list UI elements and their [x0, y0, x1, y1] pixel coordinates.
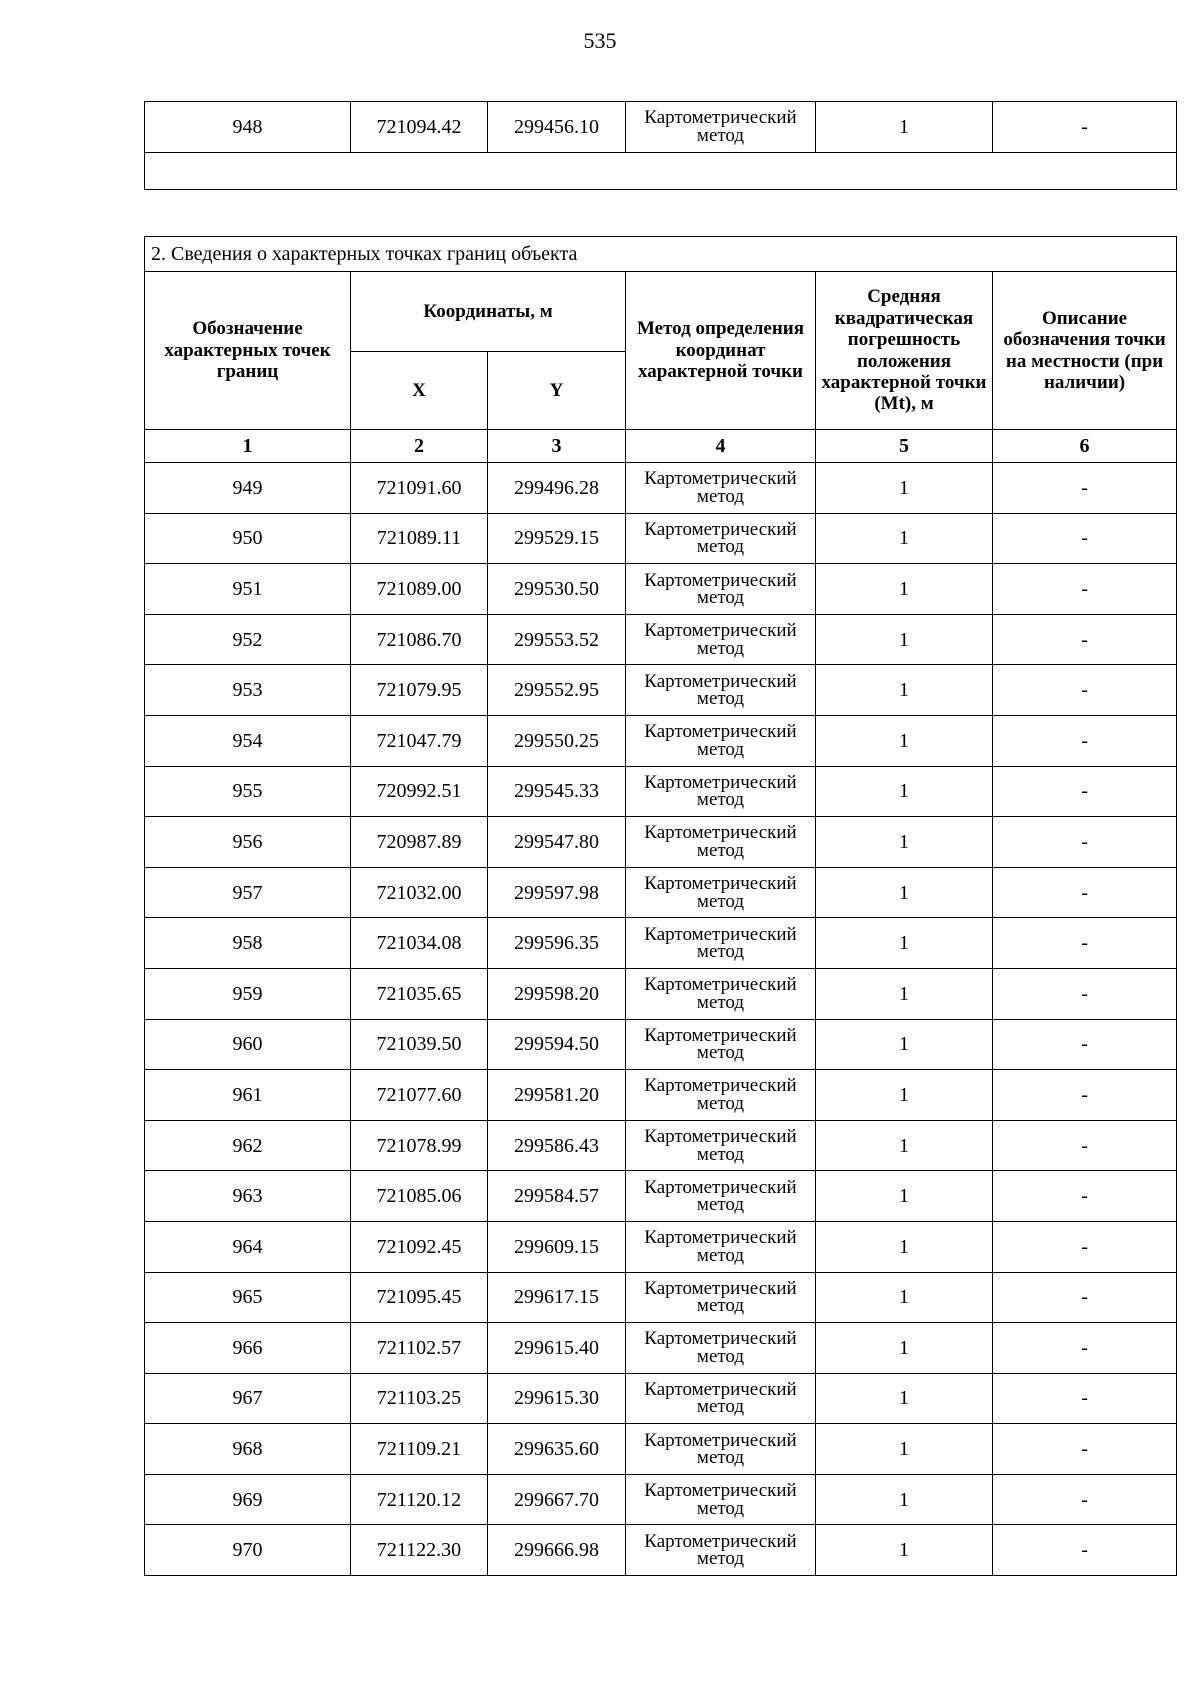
table-row	[145, 867, 1177, 918]
x-cell: 721079.95	[351, 665, 488, 716]
x-cell: 721122.30	[351, 1525, 488, 1576]
x-cell: 721035.65	[351, 968, 488, 1019]
desc-cell: -	[993, 1525, 1177, 1576]
section-title: 2. Сведения о характерных точках границ объекта	[145, 237, 1177, 272]
x-cell: 721078.99	[351, 1120, 488, 1171]
table-row	[145, 918, 1177, 969]
table-row	[145, 715, 1177, 766]
x-cell: 721120.12	[351, 1474, 488, 1525]
method-cell: Картометрический метод	[626, 1019, 816, 1070]
y-cell: 299609.15	[488, 1221, 626, 1272]
y-cell: 299617.15	[488, 1272, 626, 1323]
mt-cell: 1	[816, 614, 993, 665]
mt-cell: 1	[816, 867, 993, 918]
mt-cell: 1	[816, 918, 993, 969]
table-row	[145, 614, 1177, 665]
mt-cell: 1	[816, 1424, 993, 1475]
mt-cell: 1	[816, 665, 993, 716]
empty-row	[145, 152, 1177, 189]
x-cell: 721089.00	[351, 564, 488, 615]
y-cell: 299581.20	[488, 1070, 626, 1121]
desc-cell: -	[993, 766, 1177, 817]
method-cell: Картометрический метод	[626, 1070, 816, 1121]
table-row	[145, 1019, 1177, 1070]
method-cell: Картометрический метод	[626, 1221, 816, 1272]
mt-cell: 1	[816, 817, 993, 868]
mt-cell: 1	[816, 102, 993, 153]
table-row	[145, 1120, 1177, 1171]
y-cell: 299597.98	[488, 867, 626, 918]
mt-cell: 1	[816, 1171, 993, 1222]
mt-cell: 1	[816, 463, 993, 514]
method-cell: Картометрический метод	[626, 102, 816, 153]
method-cell: Картометрический метод	[626, 1474, 816, 1525]
table-row	[145, 665, 1177, 716]
desc-cell: -	[993, 614, 1177, 665]
mt-cell: 1	[816, 1019, 993, 1070]
y-cell: 299635.60	[488, 1424, 626, 1475]
x-cell: 720987.89	[351, 817, 488, 868]
point-cell: 952	[145, 614, 351, 665]
x-cell: 721094.42	[351, 102, 488, 153]
desc-cell: -	[993, 1070, 1177, 1121]
point-cell: 957	[145, 867, 351, 918]
x-cell: 721102.57	[351, 1323, 488, 1374]
table-row	[145, 102, 1177, 153]
method-cell: Картометрический метод	[626, 1120, 816, 1171]
x-cell: 721091.60	[351, 463, 488, 514]
desc-cell: -	[993, 1272, 1177, 1323]
mt-cell: 1	[816, 1070, 993, 1121]
mt-cell: 1	[816, 1221, 993, 1272]
table-row	[145, 817, 1177, 868]
x-cell: 721039.50	[351, 1019, 488, 1070]
method-cell: Картометрический метод	[626, 1171, 816, 1222]
y-cell: 299594.50	[488, 1019, 626, 1070]
header-x: X	[351, 352, 488, 430]
desc-cell: -	[993, 867, 1177, 918]
table-row	[145, 1070, 1177, 1121]
point-cell: 951	[145, 564, 351, 615]
column-number: 2	[351, 430, 488, 463]
y-cell: 299586.43	[488, 1120, 626, 1171]
desc-cell: -	[993, 463, 1177, 514]
table-row	[145, 1171, 1177, 1222]
column-number: 5	[816, 430, 993, 463]
point-cell: 961	[145, 1070, 351, 1121]
x-cell: 721092.45	[351, 1221, 488, 1272]
method-cell: Картометрический метод	[626, 715, 816, 766]
table-row	[145, 1424, 1177, 1475]
method-cell: Картометрический метод	[626, 766, 816, 817]
table-row	[145, 1272, 1177, 1323]
method-cell: Картометрический метод	[626, 665, 816, 716]
header-mt: Средняя квадратическая погрешность положения характерной точки (Mt), м	[816, 272, 993, 430]
x-cell: 721103.25	[351, 1373, 488, 1424]
method-cell: Картометрический метод	[626, 968, 816, 1019]
point-cell: 970	[145, 1525, 351, 1576]
header-coords: Координаты, м	[351, 272, 626, 352]
desc-cell: -	[993, 1019, 1177, 1070]
point-cell: 954	[145, 715, 351, 766]
method-cell: Картометрический метод	[626, 1373, 816, 1424]
y-cell: 299615.40	[488, 1323, 626, 1374]
y-cell: 299456.10	[488, 102, 626, 153]
y-cell: 299667.70	[488, 1474, 626, 1525]
point-cell: 949	[145, 463, 351, 514]
table-row	[145, 968, 1177, 1019]
table-row	[145, 513, 1177, 564]
column-number: 6	[993, 430, 1177, 463]
mt-cell: 1	[816, 1474, 993, 1525]
method-cell: Картометрический метод	[626, 918, 816, 969]
x-cell: 721086.70	[351, 614, 488, 665]
desc-cell: -	[993, 1171, 1177, 1222]
mt-cell: 1	[816, 1525, 993, 1576]
desc-cell: -	[993, 102, 1177, 153]
table-row	[145, 1221, 1177, 1272]
point-cell: 948	[145, 102, 351, 153]
method-cell: Картометрический метод	[626, 1272, 816, 1323]
x-cell: 721034.08	[351, 918, 488, 969]
point-cell: 966	[145, 1323, 351, 1374]
method-cell: Картометрический метод	[626, 564, 816, 615]
mt-cell: 1	[816, 1373, 993, 1424]
desc-cell: -	[993, 1120, 1177, 1171]
desc-cell: -	[993, 918, 1177, 969]
x-cell: 721095.45	[351, 1272, 488, 1323]
point-cell: 960	[145, 1019, 351, 1070]
page-number: 535	[583, 28, 617, 53]
method-cell: Картометрический метод	[626, 614, 816, 665]
header-method: Метод определения координат характерной точки	[626, 272, 816, 430]
boundary-points-table	[144, 236, 1177, 1576]
point-cell: 953	[145, 665, 351, 716]
x-cell: 721047.79	[351, 715, 488, 766]
desc-cell: -	[993, 564, 1177, 615]
table-row	[145, 1525, 1177, 1576]
mt-cell: 1	[816, 564, 993, 615]
point-cell: 962	[145, 1120, 351, 1171]
method-cell: Картометрический метод	[626, 463, 816, 514]
y-cell: 299552.95	[488, 665, 626, 716]
desc-cell: -	[993, 1424, 1177, 1475]
point-cell: 955	[145, 766, 351, 817]
y-cell: 299547.80	[488, 817, 626, 868]
desc-cell: -	[993, 817, 1177, 868]
point-cell: 950	[145, 513, 351, 564]
y-cell: 299615.30	[488, 1373, 626, 1424]
table-body	[145, 463, 1177, 1576]
y-cell: 299530.50	[488, 564, 626, 615]
mt-cell: 1	[816, 513, 993, 564]
y-cell: 299550.25	[488, 715, 626, 766]
method-cell: Картометрический метод	[626, 817, 816, 868]
method-cell: Картометрический метод	[626, 1525, 816, 1576]
y-cell: 299553.52	[488, 614, 626, 665]
continuation-table	[144, 101, 1177, 190]
column-numbers-row	[145, 430, 1177, 463]
table-row	[145, 1373, 1177, 1424]
point-cell: 963	[145, 1171, 351, 1222]
mt-cell: 1	[816, 1120, 993, 1171]
desc-cell: -	[993, 1221, 1177, 1272]
point-cell: 959	[145, 968, 351, 1019]
point-cell: 968	[145, 1424, 351, 1475]
table-row	[145, 1474, 1177, 1525]
column-number: 4	[626, 430, 816, 463]
y-cell: 299584.57	[488, 1171, 626, 1222]
mt-cell: 1	[816, 1323, 993, 1374]
point-cell: 965	[145, 1272, 351, 1323]
desc-cell: -	[993, 715, 1177, 766]
table-row	[145, 564, 1177, 615]
mt-cell: 1	[816, 1272, 993, 1323]
y-cell: 299496.28	[488, 463, 626, 514]
mt-cell: 1	[816, 968, 993, 1019]
column-number: 3	[488, 430, 626, 463]
method-cell: Картометрический метод	[626, 1323, 816, 1374]
header-y: Y	[488, 352, 626, 430]
y-cell: 299666.98	[488, 1525, 626, 1576]
y-cell: 299598.20	[488, 968, 626, 1019]
method-cell: Картометрический метод	[626, 867, 816, 918]
x-cell: 721109.21	[351, 1424, 488, 1475]
point-cell: 967	[145, 1373, 351, 1424]
header-point: Обозначение характерных точек границ	[145, 272, 351, 430]
desc-cell: -	[993, 1323, 1177, 1374]
header-desc: Описание обозначения точки на местности (при наличии)	[993, 272, 1177, 430]
desc-cell: -	[993, 665, 1177, 716]
desc-cell: -	[993, 1373, 1177, 1424]
desc-cell: -	[993, 513, 1177, 564]
y-cell: 299545.33	[488, 766, 626, 817]
table-row	[145, 1323, 1177, 1374]
x-cell: 721032.00	[351, 867, 488, 918]
table-row	[145, 463, 1177, 514]
desc-cell: -	[993, 968, 1177, 1019]
method-cell: Картометрический метод	[626, 1424, 816, 1475]
desc-cell: -	[993, 1474, 1177, 1525]
point-cell: 969	[145, 1474, 351, 1525]
x-cell: 721089.11	[351, 513, 488, 564]
point-cell: 958	[145, 918, 351, 969]
x-cell: 721085.06	[351, 1171, 488, 1222]
column-number: 1	[145, 430, 351, 463]
y-cell: 299529.15	[488, 513, 626, 564]
y-cell: 299596.35	[488, 918, 626, 969]
table-row	[145, 766, 1177, 817]
mt-cell: 1	[816, 766, 993, 817]
x-cell: 720992.51	[351, 766, 488, 817]
point-cell: 964	[145, 1221, 351, 1272]
x-cell: 721077.60	[351, 1070, 488, 1121]
method-cell: Картометрический метод	[626, 513, 816, 564]
mt-cell: 1	[816, 715, 993, 766]
point-cell: 956	[145, 817, 351, 868]
empty-cell	[145, 152, 1177, 189]
